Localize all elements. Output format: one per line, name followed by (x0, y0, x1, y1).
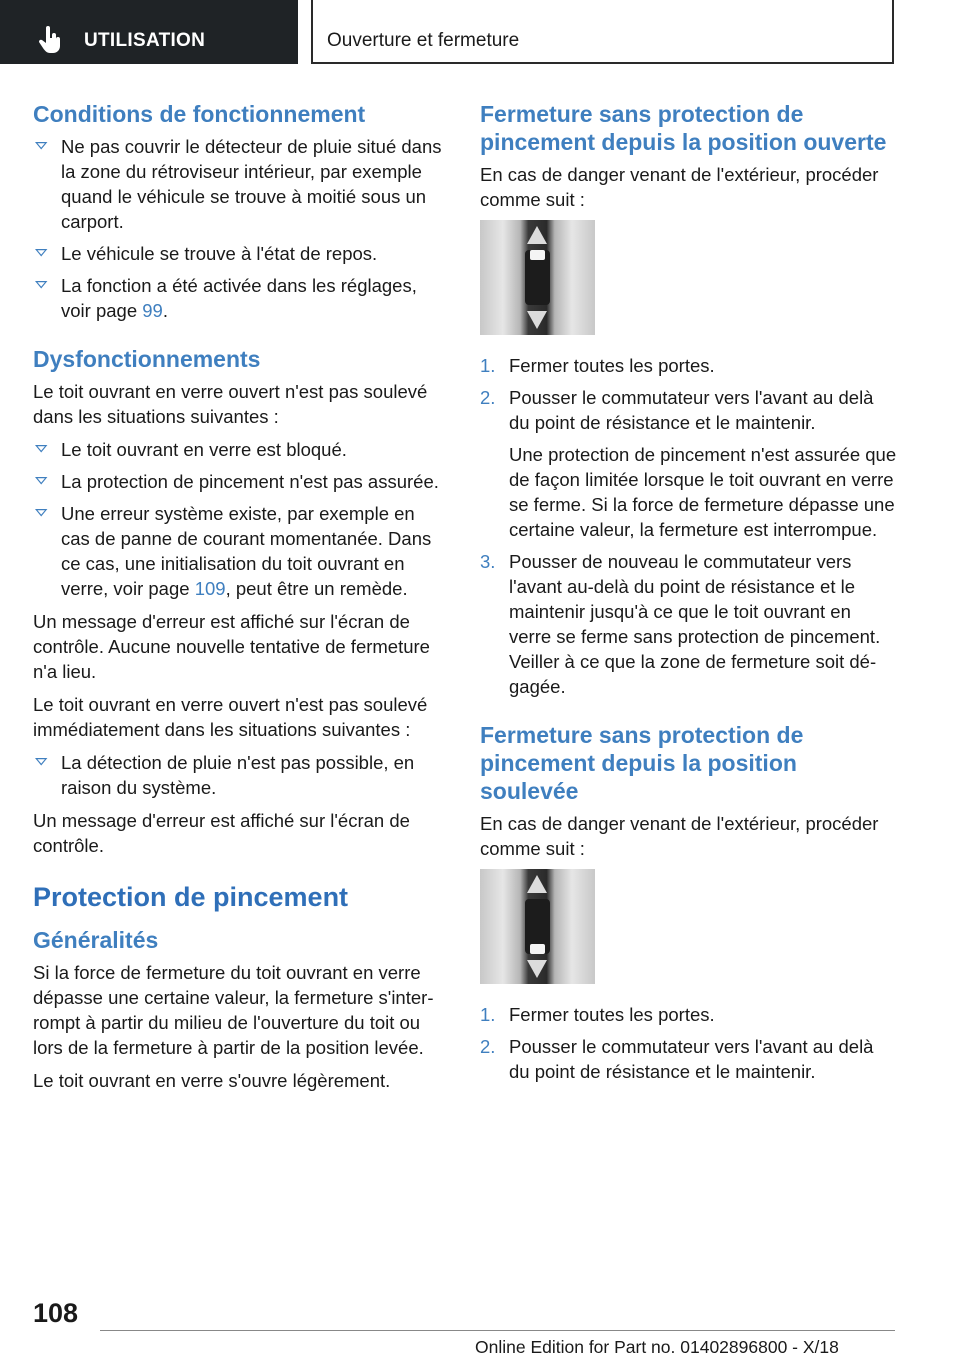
left-column (33, 100, 447, 1101)
list-item: 3. Pousser de nouveau le commutateur vers l'avant au-delà du point de résistance et le maintenir jusqu'à ce que le toit ouvrant en verre se ferme sans protection de pincement. Veiller à ce que la zone de fermeture soit dégagée. (480, 551, 881, 697)
conditions-list (33, 134, 447, 323)
right-column (480, 100, 898, 1092)
section-tab (0, 0, 298, 64)
protection-heading: Protection de pincement (33, 882, 349, 912)
highlight-mark (530, 250, 545, 260)
paragraph: En cas de danger venant de l'extérieur, procéder comme suit : (480, 164, 879, 210)
footer-divider (100, 1330, 895, 1331)
paragraph: Si la force de fermeture du toit ouvrant en verre dépasse une certaine valeur, la fermeture s'interrompt à partir du milieu de l'ouverture du toit ou lors de la fermeture à partir de la position levée. (33, 962, 434, 1058)
triangle-bullet-icon (35, 445, 47, 452)
list-item: La détection de pluie n'est pas possible, en raison du système. (33, 750, 447, 800)
list-item: Ne pas couvrir le détecteur de pluie situé dans la zone du rétroviseur intérieur, par exemple quand le véhicule se trouve à moitié sous un carport. (33, 134, 447, 234)
triangle-bullet-icon (35, 142, 47, 149)
page-link-99[interactable]: 99 (142, 300, 163, 321)
triangle-bullet-icon (35, 477, 47, 484)
roof-switch-image-forward (480, 220, 595, 335)
triangle-bullet-icon (35, 281, 47, 288)
page-link-109[interactable]: 109 (194, 578, 226, 599)
open-position-heading: Fermeture sans protection de pincement depuis la position ouverte (480, 101, 887, 155)
arrow-down-icon (527, 311, 547, 329)
dysfunctions-list (33, 437, 447, 601)
list-item: 2. Pousser le commutateur vers l'avant au delà du point de résistance et le maintenir. (480, 1036, 874, 1082)
arrow-up-icon (527, 875, 547, 893)
paragraph: En cas de danger venant de l'extérieur, procéder comme suit : (480, 813, 879, 859)
list-item: Le toit ouvrant en verre est bloqué. (33, 437, 447, 462)
chapter-header (311, 0, 894, 64)
triangle-bullet-icon (35, 758, 47, 765)
highlight-mark (530, 944, 545, 954)
raised-steps (480, 1002, 898, 1084)
list-item: La protection de pincement n'est pas assurée. (33, 469, 447, 494)
paragraph: Le toit ouvrant en verre s'ouvre légèrement. (33, 1070, 391, 1091)
immediate-list (33, 750, 447, 800)
conditions-heading: Conditions de fonctionnement (33, 101, 366, 127)
triangle-bullet-icon (35, 249, 47, 256)
open-steps (480, 353, 898, 699)
list-item: 1. Fermer toutes les portes. (480, 355, 715, 376)
page-number: 108 (33, 1298, 79, 1328)
list-item: La fonction a été activée dans les réglages, voir page 99. (33, 273, 447, 323)
paragraph: Un message d'erreur est affiché sur l'écran de contrôle. Aucune nouvelle tentative de fermeture n'a lieu. (33, 611, 430, 682)
section-title: UTILISATION (84, 30, 206, 51)
triangle-bullet-icon (35, 509, 47, 516)
list-item: 2. Pousser le commutateur vers l'avant au delà du point de résistance et le maintenir. Une protection de pincement n'est assurée que de façon limitée lorsque le toit ouvrant en verre se ferme. Si la force de fermeture dépasse une certaine valeur, la fermeture est interrompue. (480, 387, 897, 540)
chapter-title: Ouverture et fermeture (327, 30, 520, 51)
dysfunctions-heading: Dysfonctionnements (33, 346, 261, 372)
arrow-up-icon (527, 226, 547, 244)
raised-position-heading: Fermeture sans protection de pincement depuis la position soulevée (480, 722, 804, 804)
list-item: Le véhicule se trouve à l'état de repos. (33, 241, 447, 266)
paragraph: Le toit ouvrant en verre ouvert n'est pas soulevé dans les situations suivantes : (33, 381, 428, 427)
general-heading: Généralités (33, 927, 159, 953)
paragraph: Le toit ouvrant en verre ouvert n'est pas soulevé immédiatement dans les situations suivantes : (33, 694, 428, 740)
paragraph: Un message d'erreur est affiché sur l'écran de contrôle. (33, 810, 410, 856)
edition-footer: Online Edition for Part no. 01402896800 - X/18 (475, 1337, 839, 1357)
list-item: 1. Fermer toutes les portes. (480, 1004, 715, 1025)
arrow-down-icon (527, 960, 547, 978)
roof-switch-image-raised (480, 869, 595, 984)
pointing-hand-icon (38, 26, 64, 54)
list-item: Une erreur système existe, par exemple en cas de panne de courant momentanée. Dans ce cas, une initialisation du toit ouvrant en verre, voir page 109, peut être un remède. (33, 501, 447, 601)
